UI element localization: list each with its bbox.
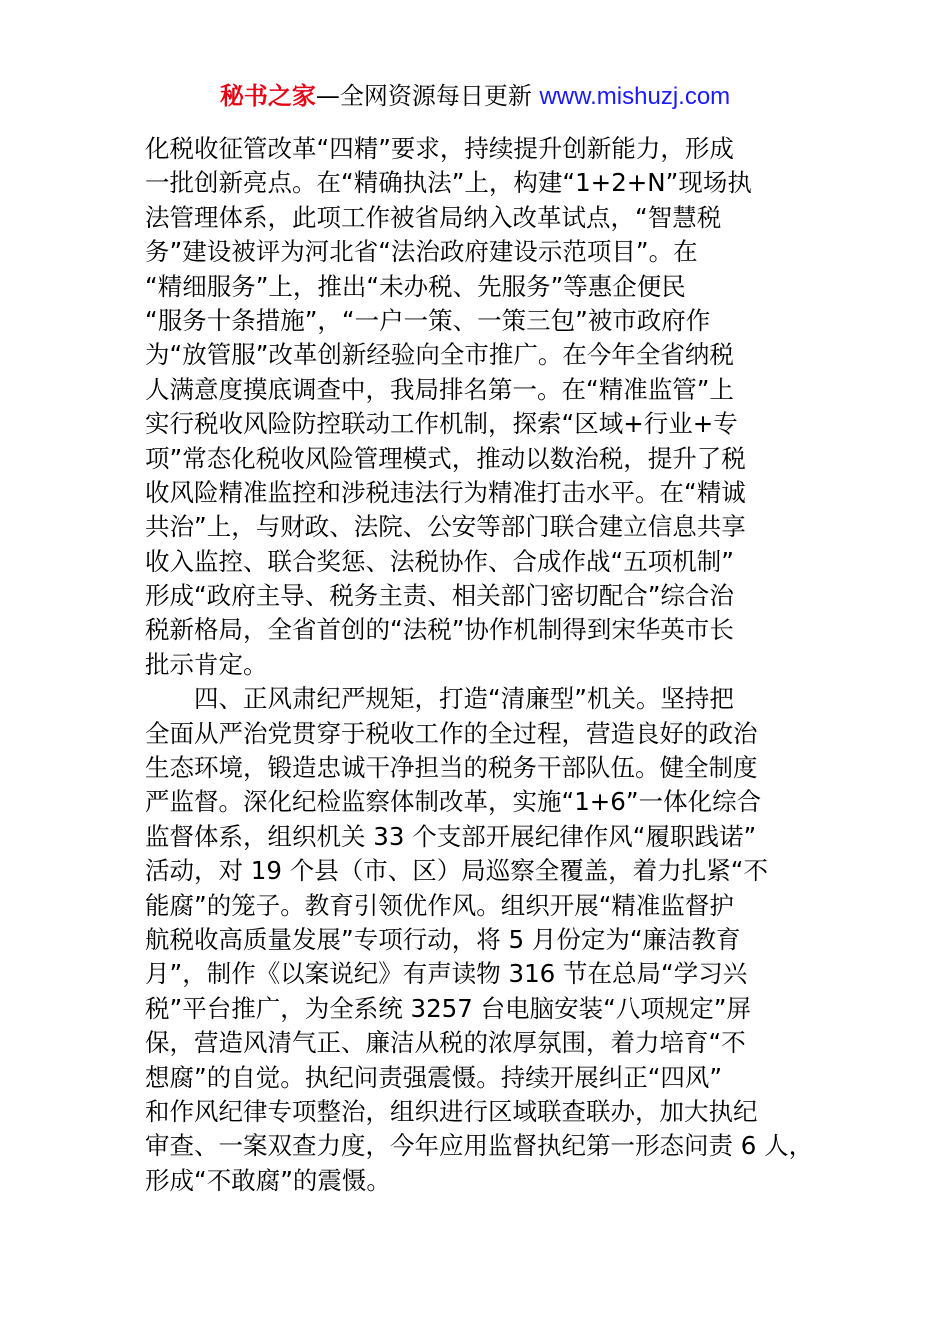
body-line: 想腐”的自觉。执纪问责强震慑。持续开展纠正“四风” bbox=[145, 1062, 723, 1092]
document-body bbox=[145, 132, 825, 1198]
body-line: 生态环境，锻造忠诚干净担当的税务干部队伍。健全制度 bbox=[145, 753, 758, 783]
body-line: 为“放管服”改革创新经验向全市推广。在今年全省纳税 bbox=[145, 340, 734, 370]
site-brand: 秘书之家 bbox=[219, 82, 316, 110]
body-line: 税”平台推广，为全系统 3257 台电脑安装“八项规定”屏 bbox=[145, 993, 752, 1023]
body-line: 保，营造风清气正、廉洁从税的浓厚氛围，着力培育“不 bbox=[145, 1028, 746, 1058]
body-line: 形成“政府主导、税务主责、相关部门密切配合”综合治 bbox=[145, 581, 734, 611]
body-line: 法管理体系，此项工作被省局纳入改革试点，“智慧税 bbox=[145, 202, 722, 232]
body-line: 化税收征管改革“四精”要求，持续提升创新能力，形成 bbox=[145, 134, 734, 163]
body-line: “服务十条措施”，“一户一策、一策三包”被市政府作 bbox=[145, 305, 711, 335]
body-line: 人满意度摸底调查中，我局排名第一。在“精准监管”上 bbox=[145, 374, 734, 404]
body-line: 形成“不敢腐”的震慑。 bbox=[145, 1165, 391, 1195]
body-line: 航税收高质量发展”专项行动，将 5 月份定为“廉洁教育 bbox=[145, 924, 741, 954]
site-tagline: —全网资源每日更新 bbox=[315, 82, 540, 110]
body-line: 能腐”的笼子。教育引领优作风。组织开展“精准监督护 bbox=[145, 890, 734, 920]
body-line: 月”，制作《以案说纪》有声读物 316 节在总局“学习兴 bbox=[145, 959, 748, 989]
body-line: 全面从严治党贯穿于税收工作的全过程，营造良好的政治 bbox=[145, 718, 758, 748]
body-line: 活动，对 19 个县（市、区）局巡察全覆盖，着力扎紧“不 bbox=[145, 856, 768, 886]
body-line: 收风险精准监控和涉税违法行为精准打击水平。在“精诚 bbox=[145, 477, 746, 507]
body-line: 和作风纪律专项整治，组织进行区域联查联办，加大执纪 bbox=[145, 1096, 758, 1126]
body-line: 监督体系，组织机关 33 个支部开展纪律作风“履职践诺” bbox=[145, 821, 757, 851]
body-line: 项”常态化税收风险管理模式，推动以数治税，提升了税 bbox=[145, 443, 746, 473]
page-header bbox=[0, 80, 950, 113]
site-url-link[interactable]: www.mishuzj.com bbox=[539, 83, 731, 110]
body-line: 实行税收风险防控联动工作机制，探索“区域+行业+专 bbox=[145, 409, 738, 439]
body-line: 收入监控、联合奖惩、法税协作、合成作战“五项机制” bbox=[145, 546, 734, 576]
body-line: 共治”上，与财政、法院、公安等部门联合建立信息共享 bbox=[145, 512, 746, 542]
body-line: 严监督。深化纪检监察体制改革，实施“1+6”一体化综合 bbox=[145, 787, 762, 817]
body-line: 税新格局，全省首创的“法税”协作机制得到宋华英市长 bbox=[145, 615, 734, 645]
section-heading-line: 四、正风肃纪严规矩，打造“清廉型”机关。坚持把 bbox=[145, 684, 734, 714]
body-line: 批示肯定。 bbox=[145, 649, 268, 679]
body-line: 务”建设被评为河北省“法治政府建设示范项目”。在 bbox=[145, 237, 698, 267]
body-line: 审查、一案双查力度，今年应用监督执纪第一形态问责 6 人， bbox=[145, 1131, 814, 1161]
body-line: 一批创新亮点。在“精确执法”上，构建“1+2+N”现场执 bbox=[145, 168, 752, 198]
body-line: “精细服务”上，推出“未办税、先服务”等惠企便民 bbox=[145, 271, 686, 301]
